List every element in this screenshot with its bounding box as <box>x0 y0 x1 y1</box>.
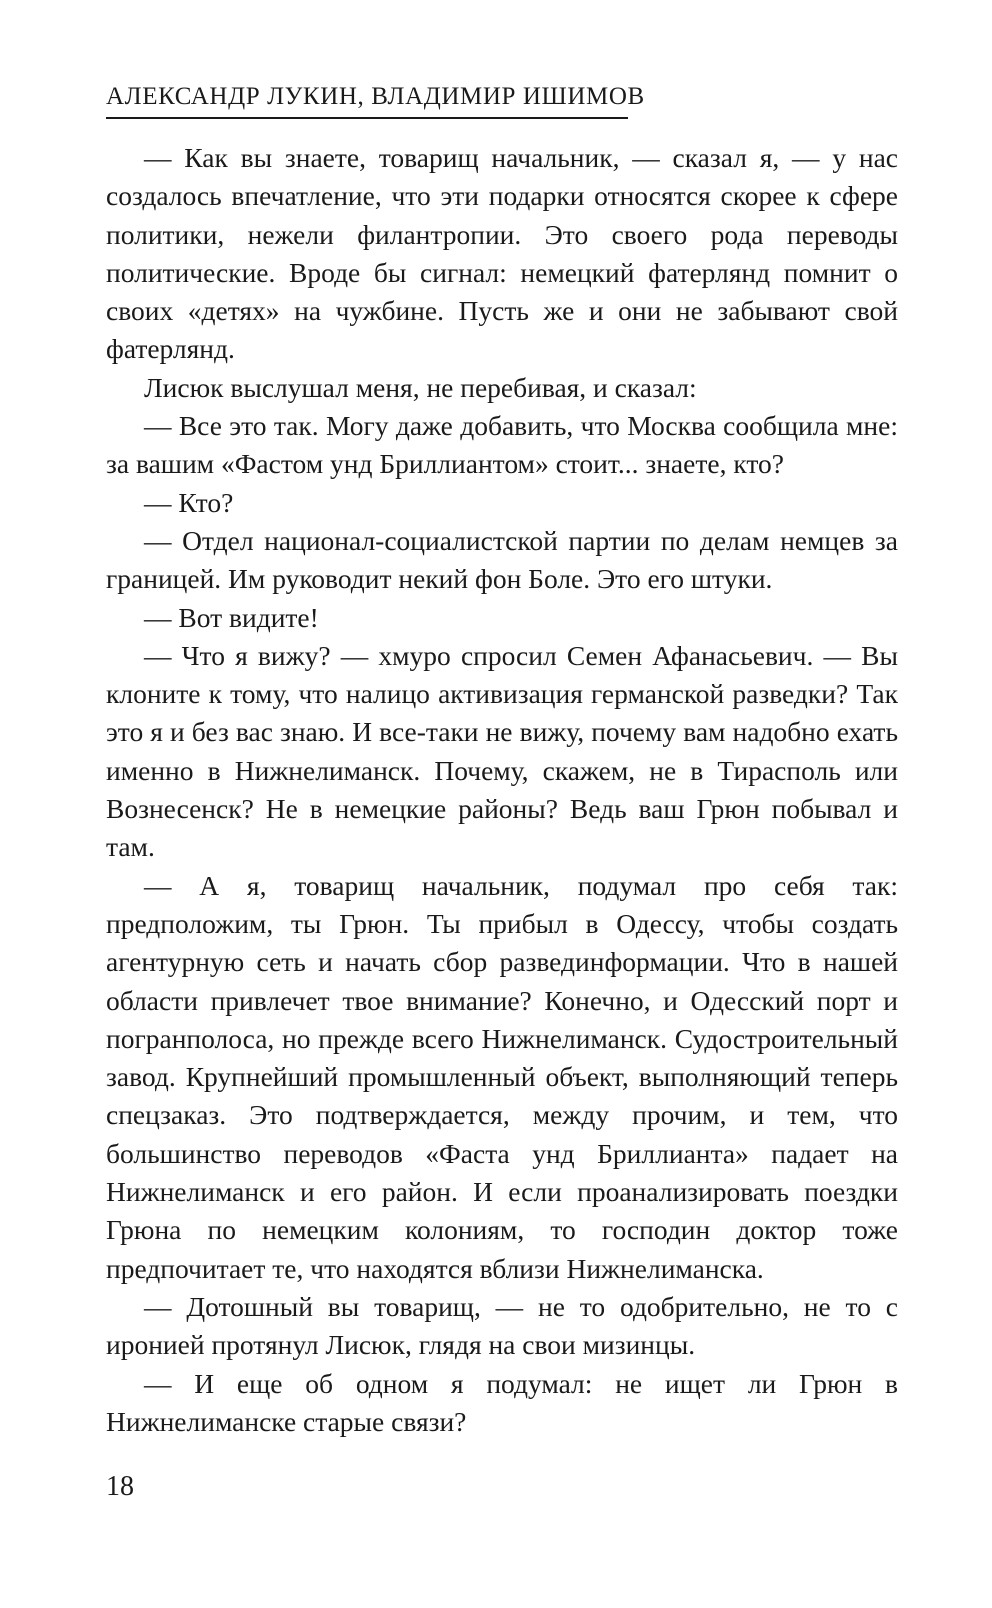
paragraph: — И еще об одном я подумал: не ищет ли Грюн в Нижнелиманске старые связи? <box>106 1367 898 1437</box>
paragraph: — Дотошный вы товарищ, — не то одобрительно, не то с иронией протянул Лисюк, глядя на свои мизинцы. <box>106 1290 898 1361</box>
paragraph: — Все это так. Могу даже добавить, что Москва сообщила мне: за вашим «Фастом унд Бриллиантом» стоит... знаете, кто? <box>106 410 898 480</box>
paragraph: — Как вы знаете, товарищ начальник, — сказал я, — у нас создалось впечатление, что эти подарки относятся скорее к сфере политики, нежели филантропии. Это своего рода переводы политические. Вроде бы сигнал: немецкий фатерлянд помнит о своих «детях» на чужбине. Пусть же и они не забывают свой фатерлянд. <box>106 142 898 365</box>
paragraph: Лисюк выслушал меня, не перебивая, и сказал: <box>144 371 697 403</box>
body-text <box>106 139 898 1441</box>
paragraph: — А я, товарищ начальник, подумал про себя так: предположим, ты Грюн. Ты прибыл в Одессу, чтобы создать агентурную сеть и начать сбор развединформации. Что в нашей области привлечет твое внимание? Конечно, и Одесский порт и погранполоса, но прежде всего Нижнелиманск. Судостроительный завод. Крупнейший промышленный объект, выполняющий теперь спецзаказ. Это подтверждается, между прочим, и тем, что большинство переводов «Фаста унд Бриллианта» падает на Нижнелиманск и его район. И если проанализировать поездки Грюна по немецким колониям, то господин доктор тоже предпочитает те, что находятся вблизи Нижнелиманска. <box>106 869 898 1284</box>
page-number: 18 <box>106 1471 134 1502</box>
running-header-authors: АЛЕКСАНДР ЛУКИН, ВЛАДИМИР ИШИМОВ <box>106 83 645 110</box>
paragraph: — Отдел национал-социалистской партии по делам немцев за границей. Им руководит некий фон Боле. Это его штуки. <box>106 524 898 595</box>
paragraph: — Что я вижу? — хмуро спросил Семен Афанасьевич. — Вы клоните к тому, что налицо активизация германской разведки? Так это я и без вас знаю. И все-таки не вижу, почему вам надобно ехать именно в Нижнелиманск. Почему, скажем, не в Тирасполь или Вознесенск? Не в немецкие районы? Ведь ваш Грюн побывал и там. <box>106 639 898 863</box>
paragraph: — Вот видите! <box>144 601 319 633</box>
paragraph: — Кто? <box>144 486 234 518</box>
header-rule <box>106 117 628 119</box>
